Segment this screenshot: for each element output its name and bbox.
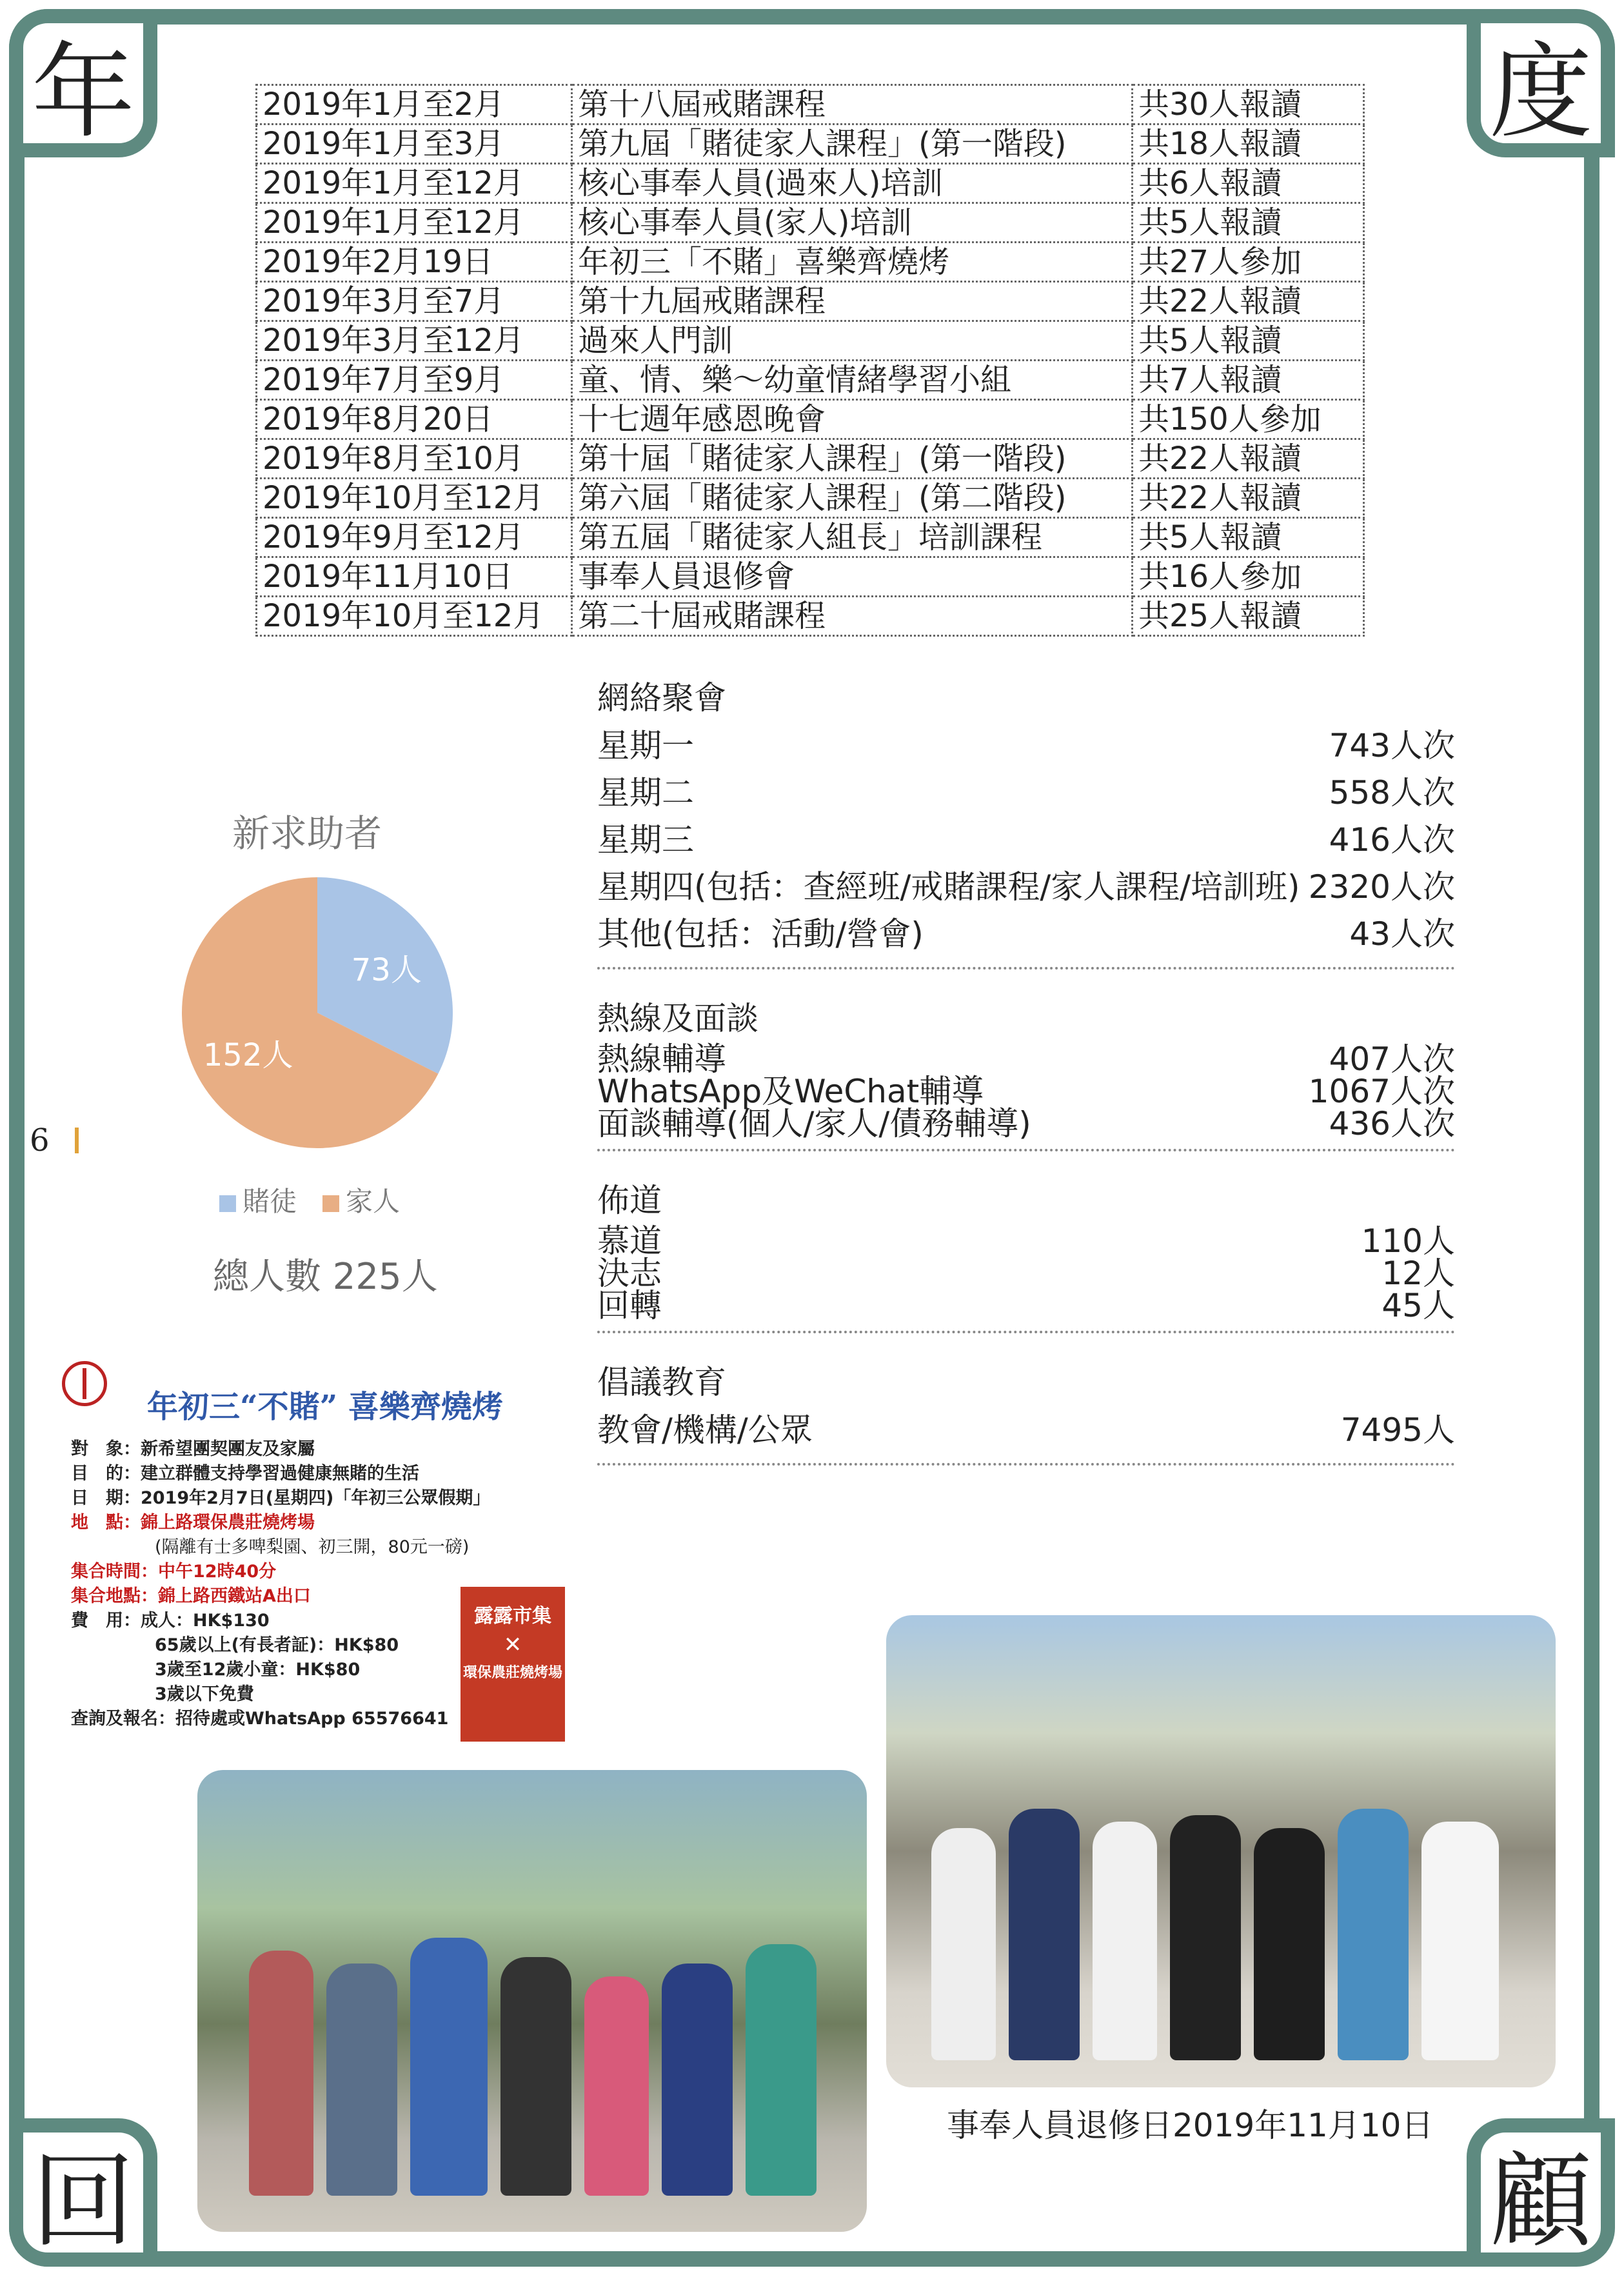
course-name: 過來人門訓 bbox=[572, 321, 1133, 361]
course-row bbox=[257, 282, 1364, 321]
stat-value: 416人次 bbox=[1329, 821, 1455, 859]
stat-label: 熱線輔導 bbox=[597, 1040, 726, 1078]
photo-figure bbox=[410, 1938, 488, 2196]
course-date: 2019年10月至12月 bbox=[257, 597, 572, 636]
photo-figure bbox=[500, 1957, 571, 2196]
course-row bbox=[257, 479, 1364, 518]
stat-value: 7495人 bbox=[1340, 1411, 1455, 1449]
stat-value: 2320人次 bbox=[1308, 868, 1455, 906]
stat-value: 558人次 bbox=[1329, 774, 1455, 811]
photo-figure bbox=[931, 1828, 996, 2060]
course-name: 第十九屆戒賭課程 bbox=[572, 282, 1133, 321]
legend-swatch-family bbox=[322, 1195, 339, 1212]
hotline-section bbox=[597, 993, 1455, 1140]
course-date: 2019年7月至9月 bbox=[257, 361, 572, 400]
course-name: 年初三「不賭」喜樂齊燒烤 bbox=[572, 243, 1133, 282]
course-row bbox=[257, 439, 1364, 479]
page-number: 6 bbox=[30, 1122, 50, 1158]
course-row bbox=[257, 400, 1364, 439]
stat-value: 12人 bbox=[1381, 1255, 1455, 1292]
stat-row bbox=[597, 817, 1455, 864]
advocacy-rows bbox=[597, 1407, 1455, 1454]
course-row bbox=[257, 518, 1364, 557]
pie-legend bbox=[219, 1180, 400, 1219]
stat-label: 教會/機構/公眾 bbox=[597, 1411, 813, 1449]
course-name: 第二十屆戒賭課程 bbox=[572, 597, 1133, 636]
course-name: 童、情、樂～幼童情緒學習小組 bbox=[572, 361, 1133, 400]
flyer-fee-child: 3歲至12歲小童：HK$80 bbox=[155, 1660, 361, 1680]
course-count: 共30人報讀 bbox=[1133, 85, 1364, 124]
flyer-enquiry: 查詢及報名：招待處或WhatsApp 65576641 bbox=[71, 1709, 449, 1729]
photo-figure bbox=[746, 1944, 817, 2196]
corner-char-bottom-right: 顧 bbox=[1467, 2118, 1615, 2267]
photo-figure bbox=[1421, 1822, 1499, 2060]
photo-figure bbox=[1009, 1809, 1080, 2060]
market-poster bbox=[460, 1587, 565, 1742]
stat-row bbox=[597, 864, 1455, 911]
course-row bbox=[257, 321, 1364, 361]
pie-total: 總人數 225人 bbox=[213, 1256, 438, 1298]
course-name: 第五屆「賭徒家人組長」培訓課程 bbox=[572, 518, 1133, 557]
photo-figure bbox=[326, 1964, 397, 2196]
legend-label-family: 家人 bbox=[346, 1186, 401, 1217]
course-name: 第九屆「賭徒家人課程」(第一階段) bbox=[572, 124, 1133, 164]
course-date: 2019年1月至3月 bbox=[257, 124, 572, 164]
stat-value: 436人次 bbox=[1329, 1105, 1455, 1142]
photo-figure bbox=[1093, 1822, 1157, 2060]
course-table bbox=[255, 84, 1365, 637]
stat-row bbox=[597, 1255, 1455, 1292]
flyer-fee-senior: 65歲以上(有長者証)：HK$80 bbox=[155, 1635, 399, 1655]
network-section bbox=[597, 672, 1455, 958]
pie-chart-title: 新求助者 bbox=[232, 811, 382, 855]
course-row bbox=[257, 203, 1364, 243]
course-count: 共6人報讀 bbox=[1133, 164, 1364, 203]
stat-label: 其他(包括：活動/營會) bbox=[597, 915, 924, 953]
course-count: 共18人報讀 bbox=[1133, 124, 1364, 164]
course-row bbox=[257, 164, 1364, 203]
course-count: 共16人參加 bbox=[1133, 557, 1364, 597]
course-row bbox=[257, 243, 1364, 282]
flyer-meet-place: 集合地點：錦上路西鐵站A出口 bbox=[71, 1586, 311, 1606]
corner-char-bottom-left: 回 bbox=[9, 2118, 157, 2267]
stat-label: WhatsApp及WeChat輔導 bbox=[597, 1073, 984, 1110]
course-name: 核心事奉人員(過來人)培訓 bbox=[572, 164, 1133, 203]
stat-value: 1067人次 bbox=[1308, 1073, 1455, 1110]
bbq-flyer bbox=[59, 1361, 582, 1742]
photo-figure bbox=[1170, 1815, 1241, 2060]
statistics-panel bbox=[597, 672, 1455, 1489]
advocacy-title: 倡議教育 bbox=[597, 1364, 726, 1401]
bbq-group-photo bbox=[197, 1770, 867, 2232]
course-date: 2019年8月至10月 bbox=[257, 439, 572, 479]
course-date: 2019年9月至12月 bbox=[257, 518, 572, 557]
course-count: 共5人報讀 bbox=[1133, 321, 1364, 361]
stat-label: 面談輔導(個人/家人/債務輔導) bbox=[597, 1105, 1031, 1142]
course-count: 共22人報讀 bbox=[1133, 439, 1364, 479]
stat-label: 回轉 bbox=[597, 1287, 662, 1324]
stat-label: 星期四(包括：查經班/戒賭課程/家人課程/培訓班) bbox=[597, 868, 1300, 906]
flyer-meet-time: 集合時間：中午12時40分 bbox=[71, 1562, 277, 1582]
pie-data-label: 73人 bbox=[351, 951, 422, 988]
legend-label-gambler: 賭徒 bbox=[243, 1186, 297, 1217]
course-count: 共27人參加 bbox=[1133, 243, 1364, 282]
course-count: 共7人報讀 bbox=[1133, 361, 1364, 400]
course-name: 第六屆「賭徒家人課程」(第二階段) bbox=[572, 479, 1133, 518]
divider bbox=[597, 1463, 1455, 1466]
advocacy-section bbox=[597, 1357, 1455, 1454]
course-name: 事奉人員退修會 bbox=[572, 557, 1133, 597]
preach-title: 佈道 bbox=[597, 1182, 662, 1219]
stat-label: 星期一 bbox=[597, 727, 694, 764]
stat-label: 星期二 bbox=[597, 774, 694, 811]
poster-x: ✕ bbox=[503, 1632, 522, 1658]
stat-row bbox=[597, 770, 1455, 817]
preach-section bbox=[597, 1175, 1455, 1322]
course-count: 共5人報讀 bbox=[1133, 203, 1364, 243]
course-row bbox=[257, 124, 1364, 164]
course-row bbox=[257, 361, 1364, 400]
divider bbox=[597, 967, 1455, 969]
stat-value: 45人 bbox=[1381, 1287, 1455, 1324]
stat-label: 慕道 bbox=[597, 1222, 662, 1260]
course-row bbox=[257, 597, 1364, 636]
legend-item-gambler bbox=[219, 1180, 297, 1219]
preach-rows bbox=[597, 1222, 1455, 1324]
new-clients-pie-chart bbox=[182, 877, 453, 1148]
corner-char-top-right: 度 bbox=[1467, 9, 1615, 157]
course-date: 2019年1月至2月 bbox=[257, 85, 572, 124]
course-date: 2019年2月19日 bbox=[257, 243, 572, 282]
legend-item-family bbox=[322, 1180, 400, 1219]
stat-row bbox=[597, 1289, 1455, 1322]
course-count: 共150人參加 bbox=[1133, 400, 1364, 439]
flyer-purpose: 目 的：建立群體支持學習過健康無賭的生活 bbox=[71, 1464, 419, 1484]
poster-subtitle: 環保農莊燒烤場 bbox=[462, 1665, 562, 1681]
photo-figure bbox=[249, 1951, 313, 2196]
divider bbox=[597, 1331, 1455, 1333]
divider bbox=[597, 1149, 1455, 1151]
flyer-fee-free: 3歲以下免費 bbox=[155, 1684, 254, 1704]
course-count: 共5人報讀 bbox=[1133, 518, 1364, 557]
stat-row bbox=[597, 911, 1455, 958]
stat-row bbox=[597, 722, 1455, 770]
course-date: 2019年3月至7月 bbox=[257, 282, 572, 321]
course-date: 2019年8月20日 bbox=[257, 400, 572, 439]
photo-figure bbox=[1338, 1809, 1409, 2060]
flyer-details bbox=[71, 1437, 490, 1731]
legend-swatch-gambler bbox=[219, 1195, 236, 1212]
stat-row bbox=[597, 1105, 1455, 1142]
course-name: 第十八屆戒賭課程 bbox=[572, 85, 1133, 124]
flyer-venue-note: (隔離有士多啤梨園、初三開，80元一磅) bbox=[155, 1537, 470, 1557]
stat-row bbox=[597, 1222, 1455, 1260]
stat-row bbox=[597, 1075, 1455, 1108]
course-row bbox=[257, 557, 1364, 597]
stat-row bbox=[597, 1407, 1455, 1454]
flyer-title: 年初三“不賭” 喜樂齊燒烤 bbox=[147, 1389, 503, 1425]
hotline-rows bbox=[597, 1040, 1455, 1142]
flyer-fee-adult: 費 用：成人：HK$130 bbox=[71, 1611, 270, 1631]
course-name: 核心事奉人員(家人)培訓 bbox=[572, 203, 1133, 243]
organization-logo bbox=[62, 1361, 107, 1406]
page-number-bar bbox=[75, 1128, 79, 1153]
stat-value: 407人次 bbox=[1329, 1040, 1455, 1078]
photo-caption: 事奉人員退修日2019年11月10日 bbox=[947, 2107, 1434, 2144]
photo-figure bbox=[1254, 1828, 1325, 2060]
flyer-date: 日 期：2019年2月7日(星期四)「年初三公眾假期」 bbox=[71, 1488, 491, 1508]
course-name: 第十屆「賭徒家人課程」(第一階段) bbox=[572, 439, 1133, 479]
course-date: 2019年10月至12月 bbox=[257, 479, 572, 518]
course-date: 2019年1月至12月 bbox=[257, 203, 572, 243]
course-date: 2019年3月至12月 bbox=[257, 321, 572, 361]
corner-char-top-left: 年 bbox=[9, 9, 157, 157]
course-date: 2019年1月至12月 bbox=[257, 164, 572, 203]
course-date: 2019年11月10日 bbox=[257, 557, 572, 597]
stat-value: 110人 bbox=[1361, 1222, 1455, 1260]
pie-data-label: 152人 bbox=[203, 1037, 293, 1074]
photo-figure bbox=[662, 1964, 733, 2196]
course-row bbox=[257, 85, 1364, 124]
stat-label: 星期三 bbox=[597, 821, 694, 859]
stat-row bbox=[597, 1040, 1455, 1078]
poster-title: 露露市集 bbox=[474, 1605, 551, 1627]
photo-figure bbox=[584, 1976, 649, 2196]
stat-value: 743人次 bbox=[1329, 727, 1455, 764]
flyer-target: 對 象：新希望團契團友及家屬 bbox=[71, 1439, 315, 1459]
network-title: 網絡聚會 bbox=[597, 679, 726, 717]
hotline-title: 熱線及面談 bbox=[597, 1000, 758, 1037]
course-count: 共22人報讀 bbox=[1133, 479, 1364, 518]
retreat-group-photo bbox=[886, 1615, 1556, 2087]
flyer-venue: 地 點：錦上路環保農莊燒烤場 bbox=[71, 1513, 315, 1533]
network-rows bbox=[597, 722, 1455, 958]
course-name: 十七週年感恩晚會 bbox=[572, 400, 1133, 439]
course-count: 共25人報讀 bbox=[1133, 597, 1364, 636]
stat-label: 決志 bbox=[597, 1255, 662, 1292]
course-count: 共22人報讀 bbox=[1133, 282, 1364, 321]
stat-value: 43人次 bbox=[1349, 915, 1455, 953]
